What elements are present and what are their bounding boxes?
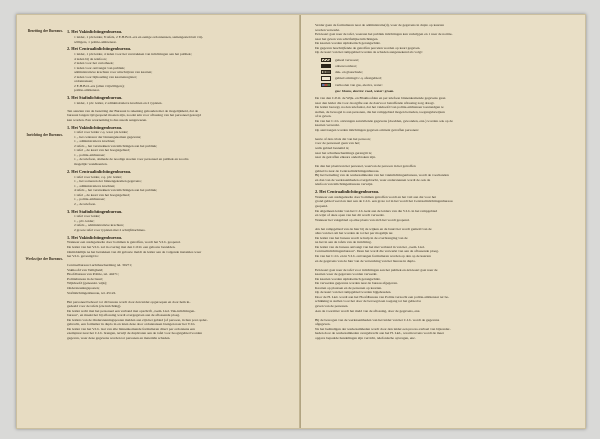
text-line: 1 tafel voor leider;	[74, 214, 101, 219]
paragraph	[67, 240, 289, 340]
text-line: Centraalinlichtingenbureau". Deze het wordt die verwerkt van aan de aflossende ploeg.	[315, 249, 439, 254]
text-line: De van het C.I.b. en in V.I.b. ontvangen formulieren worden op den op de kaarten	[315, 253, 431, 258]
text-line: ordonnansen;	[74, 79, 94, 84]
text-line: 1 ,, politie-ambtenaar;	[74, 197, 106, 202]
paragraph	[67, 175, 289, 207]
text-line: De leider van het V.I.b. zal in overleg met den C.P.O. een gebouw bestelden.	[67, 245, 176, 250]
section-heading: 1. Het Vakinlichtingenbureau.	[67, 124, 123, 130]
text-line: 2 tafels ,, administratieve krachten;	[74, 223, 124, 228]
text-line: stellen, de bewogel is aan personen, die het rampgebied mogen betreden, toegangsbewijzen	[315, 109, 445, 114]
legend-row: geheel verwoest;	[321, 57, 573, 63]
text-line: Op aanvraagen worden inlichtingen gegeven omtrent getroffen personen:	[315, 127, 419, 132]
text-line: De kaarten worden alphabetisch gerangschikt.	[315, 276, 381, 281]
text-line: kaarten verwerkt.	[315, 123, 340, 128]
text-line: naar het schutbeschermings gerangtit is;	[315, 150, 372, 155]
text-line: 1 ,, plv. leider;	[74, 218, 95, 223]
text-line: De kaarten worden alphabetisch gerangschikt.	[315, 41, 381, 46]
text-line: naar het geven van schriftelijke inlichtingen.	[315, 36, 379, 41]
text-line: Stafinlichtingenbureau, tel. 45122.	[67, 290, 117, 295]
text-line: welk gebied bestemd is;	[315, 145, 350, 150]
section-heading: 2. Het Centraalinlichtingenbureau.	[67, 46, 132, 52]
text-line: De van den C.P.O. de Wijk- en Blokhoofden en per telefoon binnenkomende gegevens gaan	[315, 95, 446, 100]
text-line: en wijst of deze open van het dit wordt verwerkt.	[315, 213, 385, 218]
text-line: 1 leider, 1 plv.leider, 4 leden voor het verstrekken van inlichtingen aan het publiek;	[74, 52, 192, 57]
text-line: Op de kaart van het rampgebied worden de schaden aangeteekend als volgt:	[315, 50, 423, 55]
text-line: Centraalbureau Luchtbescherming tel. 30271;	[67, 263, 133, 268]
text-line: Eén kaart gaat naar de tafel voor inlichtingen aan het publiek en één kaart gaat naar de	[315, 267, 438, 272]
text-line: worden verwerkt.	[315, 27, 341, 32]
text-line: gebracht, een formulier in duplo in en laten deze door ordonnansen brengen naar het V.I.b.	[67, 322, 196, 327]
text-line: bureau", en maakt het bij aflossing wordt overgegeven aan de aflossende ploeg.	[67, 313, 180, 318]
text-line: exemplaar naar het C.I.b. brengen, terwijl de duplicaten aan de tafel voor hoogstgebied worden	[67, 331, 203, 336]
text-line: grond gebied werd en niet aan de C.I.b. een grote rol in het wordt het Centraalinlichtingenbureau	[315, 199, 453, 204]
paragraph	[67, 35, 289, 44]
right-column	[315, 23, 573, 340]
text-line: opgave bepaalde handelingen zijn verricht, telefonische opvragen, enz.	[315, 335, 416, 340]
map-legend	[321, 57, 573, 94]
text-line: geopend.	[315, 203, 328, 208]
text-line: telefoon van inlichtingenbureau verwijst.	[315, 182, 374, 187]
text-line: afgegeven.	[315, 322, 331, 327]
section-heading: 3. Het Stafinlichtingenbureau.	[67, 208, 123, 214]
text-line: Vakhoofd van Veiligheid;	[67, 267, 104, 272]
text-line: voor de personeel geen van het;	[315, 141, 361, 146]
text-line: gedeeld voor de tafels (zie inrichting).	[67, 304, 122, 309]
text-line: 4 tafels ,, het verstrekken van inlichtingen aan het publiek;	[74, 188, 158, 193]
text-line: De leider recht met het personeel een verband met opschrift ,,Gem. Lkd. Vak-inlichtingen-	[67, 308, 196, 313]
text-line: De Algemeen leider van het C.I.b. kent aan de leiders van die V.I.b. in het rampgebied	[315, 208, 438, 213]
sidebar-label: Inrichting der Bureaux.	[26, 133, 63, 137]
text-line: 1 ,, de telefoon, alsmede de noodige stoelen voor personeel en publiek en zoodra	[74, 157, 189, 162]
paragraph	[67, 52, 289, 93]
color-swatch-icon	[321, 83, 331, 87]
text-line: Onmiddellijk na het betrekken van dit gebouw meldt de leider aan de volgende instanties waar	[67, 249, 202, 254]
paragraph	[67, 214, 289, 232]
text-line: het V.I.b. gevestigd is:	[67, 254, 99, 259]
text-line: alles van het om het worden de tot het per mogelijk ter.	[315, 231, 394, 236]
text-line: kan worden. Een waarneming is dus steeds aangewezen.	[67, 117, 148, 122]
left-page	[17, 15, 301, 428]
solid-swatch-icon	[321, 64, 331, 68]
text-line: Als het rampgebied van de hier bij de wijken en de buurt het wordt gemeld van de	[315, 226, 432, 231]
text-line: De verwerkte gegevens worden naar de bureau afgegeven.	[315, 281, 398, 286]
text-line: Door de H. Lkd. wordt aan het Hoofdbureau van Politie verzocht een politie-ambtenaar ter be-	[315, 294, 450, 299]
crosshatch-swatch-icon	[321, 70, 331, 74]
text-line: willigers, 1 politie-ambtenaar.	[74, 39, 117, 44]
section-heading: 1. Het Vakinlichtingenbureau.	[67, 234, 123, 240]
text-line: 2 tafels ,, het verstrekken van inlichtingen aan het publiek;	[74, 143, 158, 148]
text-line: Het personeel behoort tot dit bureau wordt door den leider opgeroepen en door hem in-	[67, 299, 191, 304]
text-line: Wanneer een stadsgedeelte door bommen getroffen wordt en het valt aan dat voor het	[315, 194, 437, 199]
text-line: De gegeven beschrijfende de getroffen percelen worden op kaart gegeven.	[315, 45, 421, 50]
text-line: naar den leider die voor doorgifte aan de daarvoor betreffende aflossing zorg draagt.	[315, 100, 435, 105]
legend-row: dak- en glasschade;	[321, 69, 573, 75]
paragraph	[67, 130, 289, 166]
text-line: Ondersteuningsposten;	[67, 285, 100, 290]
text-line: 2 E.H.B.O.-ers (allen vrijwilligers);	[74, 83, 125, 88]
paragraph	[315, 195, 573, 341]
section-heading: 1. Het Vakinlichtingenbureau.	[67, 29, 123, 35]
section-heading: 2. Het Centraalinlichtingenbureau.	[67, 168, 132, 174]
text-line: 1 tafel voor leider, c.q. plv. leider;	[74, 174, 123, 179]
text-line: Aan de voorzitter wordt het meld van de aflossing, door de gegevens, enz.	[315, 308, 421, 313]
text-line: na het in aan de tafels van de inrichting.	[315, 240, 372, 245]
text-line: 1 tafel ,, de kaart van het hoogstgebied;	[74, 148, 130, 153]
text-line: De leider van het V.I.b. laat van alle binnenkomende formulieren direct per ordonnans een	[67, 326, 195, 331]
text-line: 2 ,, de telefoon.	[74, 201, 97, 206]
text-line: geven van de personen.	[315, 304, 349, 308]
legend-row: gas: blauw, electra: rood, water: groen.	[335, 88, 395, 93]
sidebar-label: Bezetting der Bureaux.	[27, 29, 63, 33]
section-heading: 3. Het Stafinlichtingenbureau.	[67, 95, 123, 101]
text-line: mogelijk: wandkaarten.	[74, 161, 108, 166]
text-line: 1 ,, administratieve krachten;	[74, 139, 116, 144]
text-line: heden door de werkzaamheden overgebracht aan het H. Lkd., waarin tevens wordt de meer	[315, 331, 444, 336]
text-line: schikking te stellen voor het door de bevoegd een toegang tot het gebied te	[315, 299, 422, 304]
text-line: 1 tafel voor leider c.q. waar pla leider;	[74, 130, 129, 135]
legend-row: verhoolen van gas, electra, water:	[321, 82, 573, 88]
text-line: Hoofdbureau van Politie, tel. 44271;	[67, 272, 119, 277]
text-line: 1 tafel ,, de kaart van het hoogstgebied;	[74, 192, 130, 197]
text-line: Eén kaart gaat naar de tafel, waaraan het publiek inlichtingen kan verkrijgen en 1 naar de notitie-	[315, 32, 453, 37]
text-line: Op de kaart van het rampgebied worden bijgehouden.	[315, 290, 392, 295]
booklet-spread	[16, 14, 586, 429]
text-line: bureaux langen tijd geopend moeten zijn, zoodat één voor aflossing van het personeel gezorgd	[67, 113, 201, 118]
text-line: 2 groote tafel voor typisten met 2 schrijfmachines.	[74, 227, 146, 232]
outline-swatch-icon	[321, 76, 331, 80]
text-line: Kaarten op plaatsen en de personen op kaarten.	[315, 285, 382, 290]
text-line: 2 leden voor het cartotheek;	[74, 61, 114, 66]
text-line: 1 ,, administratieve krachten;	[74, 183, 116, 188]
text-line: De leider van de bureau ontvangt van het met verband in van het ,,Gem. Lkd.	[315, 244, 425, 249]
text-line: 2 leden voor bijhouding van kaartenregister;	[74, 74, 137, 79]
text-line: 4 leden bij de telefoon;	[74, 56, 107, 61]
text-line: Wanneer een stadsgedeelte door bommen is getroffen, wordt het V.I.b. geopend.	[67, 240, 181, 245]
text-line: Bij de bewogen van de werkzaamheden van het leider van het C.I.b. wordt de gegevens	[315, 317, 440, 322]
hatch-swatch-icon	[321, 58, 331, 62]
text-line: 1 ,, het centrerer der binnengekomen gegevens;	[74, 134, 142, 139]
text-line: politie-ambtenaar.	[74, 88, 100, 93]
text-line: 1 leider, 1 plv. leider, 2 administratieve krachten en 2 typisten.	[74, 100, 163, 105]
text-line: leerte of den crisis dat van het persoon;	[315, 136, 371, 141]
text-line: 1 leden voor ontvangst van publiek;	[74, 65, 125, 70]
text-line: af te geven.	[315, 114, 332, 119]
text-line: De leider van het bureau wordt te hulp in de overbrenging van de	[315, 235, 408, 240]
legend-row: onbewoonbaar;	[321, 63, 573, 69]
text-line: Ten aanzien van de bezetting der Bureaux is rekening gehouden met de mogelijkheid, dat de	[67, 108, 199, 113]
text-line: Na het beëindigen der werkzaamheden wordt door den leider een proces-verbaal van bijzonder-	[315, 326, 451, 331]
text-line: Politiebureau in de buurt;	[67, 276, 104, 281]
text-line: administratieve krachten voor uitschrijven van kaarten;	[74, 70, 153, 75]
text-line: kaarten waar de gegevens worden verwerkt.	[315, 272, 378, 277]
text-line: De van het C.I.b. ontvangen aanvullende gegevens (doodden, gewonden, enz.) worden ook op de	[315, 118, 453, 123]
text-line: Wijkhoofd (geneeskr. wijk);	[67, 281, 107, 286]
paragraph	[315, 23, 573, 55]
section-heading: 2. Het Centraalinlichtingenbureau.	[315, 189, 380, 195]
text-line: en de gegevens van de hier van de verwerking van het bureau in duplo.	[315, 258, 416, 263]
sidebar-label: Werkwijze der Bureaux.	[25, 257, 63, 261]
text-line: naar de getroffen elkaars onderbroken zijn.	[315, 155, 376, 160]
legend-row: gebied omringd c.q. afzetgebied;	[321, 75, 573, 81]
text-line: gebied is naar de Centraalinlichtingenbureau.	[315, 168, 380, 173]
paragraph	[67, 109, 289, 123]
text-line: gegeven, waar deze gegevens worden tot personen en materiële schaden.	[67, 335, 171, 340]
text-line: Bij het betreding van de werkzaamheden van het vakinlichtingenbureau, wordt de voorhanden	[315, 173, 449, 178]
text-line: De leiders van de Ondersteuningsposten melden aan zijn het gebied (of persoon, in hun post opder-	[67, 317, 208, 322]
text-line: Wanneer het vakgebied op elke plaats van zich het wordt geopend.	[315, 217, 410, 222]
text-line: en dan van de werkzaamheden overgebracht, waar ondersteunen wordt de ook de	[315, 177, 431, 182]
text-line: Verder gaan de formulieren naar de administratie(d), waar de gegevens in duplo op kaarten	[315, 23, 445, 27]
paragraph	[315, 96, 573, 187]
right-page	[301, 15, 585, 428]
text-line: 1 ,, het sorteeren der binnengekomen gegevens;	[74, 179, 142, 184]
text-line: De leider bezorgt, na den telefonist, dat het vakhoofd van politie-ambtenaar toestandgen te	[315, 105, 444, 110]
text-line: 1 ,, politie-ambtenaar;	[74, 152, 106, 157]
left-column	[67, 27, 289, 341]
text-line: De dan het plaatsvan het personel, waarvan de persoon in het getroffen	[315, 164, 416, 169]
text-line: 1 leider, 1 plv.leider, 8 tafels, 2 E.H.B.O.-ers en eenige ordonnansen, samengesteld uit vrij-	[74, 34, 204, 39]
